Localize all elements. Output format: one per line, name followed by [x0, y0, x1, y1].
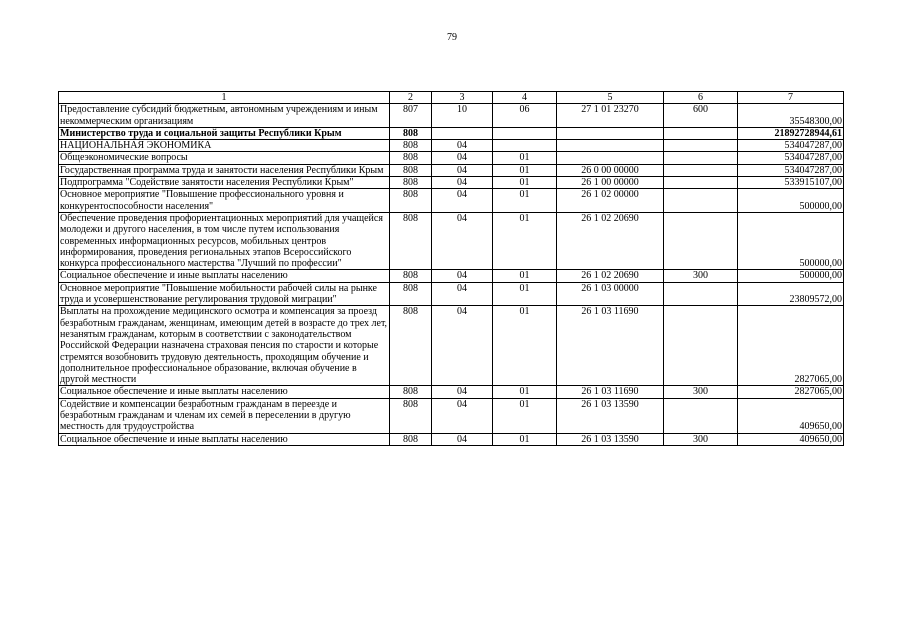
cell-name: Обеспечение проведения профориентационных мероприятий для учащейся молодежи и другого населения, в том числе путем использования современных информационных ресурсов, мобильных центров информирования, проведения региональных этапов Всероссийского конкурса профессионального мастерства "Лучший по профессии": [59, 212, 390, 269]
cell-code-6: [664, 212, 738, 269]
table-body: [59, 104, 844, 446]
cell-code-3: 04: [432, 152, 493, 164]
table-row: [59, 306, 844, 386]
table-row: [59, 270, 844, 282]
cell-code-5: 26 1 03 00000: [557, 282, 664, 306]
cell-name: Государственная программа труда и занятости населения Республики Крым: [59, 164, 390, 176]
cell-code-6: [664, 127, 738, 139]
cell-code-5: [557, 152, 664, 164]
cell-code-2: 808: [390, 398, 432, 433]
cell-code-3: 04: [432, 212, 493, 269]
table-row: [59, 398, 844, 433]
cell-code-5: 26 1 00 00000: [557, 177, 664, 189]
table-row: [59, 127, 844, 139]
cell-code-6: [664, 306, 738, 386]
table-row: [59, 152, 844, 164]
cell-name: Подпрограмма "Содействие занятости населения Республики Крым": [59, 177, 390, 189]
table-row: [59, 212, 844, 269]
cell-code-4: 01: [493, 270, 557, 282]
cell-amount: 35548300,00: [738, 104, 844, 128]
header-cell-6: 6: [664, 92, 738, 104]
cell-code-4: 01: [493, 177, 557, 189]
cell-code-2: 808: [390, 189, 432, 213]
cell-code-2: 808: [390, 386, 432, 398]
cell-name: Предоставление субсидий бюджетным, автономным учреждениям и иным некоммерческим организациям: [59, 104, 390, 128]
cell-name: Основное мероприятие "Повышение профессионального уровня и конкурентоспособности населения": [59, 189, 390, 213]
table-row: [59, 164, 844, 176]
cell-code-6: 300: [664, 433, 738, 445]
cell-code-2: 808: [390, 212, 432, 269]
cell-code-6: [664, 398, 738, 433]
cell-amount: 2827065,00: [738, 306, 844, 386]
cell-code-2: 808: [390, 282, 432, 306]
cell-code-4: 01: [493, 152, 557, 164]
cell-code-4: 01: [493, 282, 557, 306]
cell-code-4: 01: [493, 398, 557, 433]
cell-name: Социальное обеспечение и иные выплаты населению: [59, 270, 390, 282]
cell-code-4: 01: [493, 433, 557, 445]
cell-code-6: 600: [664, 104, 738, 128]
cell-name: Социальное обеспечение и иные выплаты населению: [59, 433, 390, 445]
cell-amount: 2827065,00: [738, 386, 844, 398]
table-row: [59, 386, 844, 398]
cell-name: Министерство труда и социальной защиты Республики Крым: [59, 127, 390, 139]
cell-code-6: 300: [664, 270, 738, 282]
cell-code-6: [664, 177, 738, 189]
cell-name: Содействие и компенсации безработным гражданам в переезде и безработным гражданам и членам их семей в переселении в другую местность для трудоустройства: [59, 398, 390, 433]
header-cell-5: 5: [557, 92, 664, 104]
cell-code-2: 808: [390, 164, 432, 176]
cell-code-6: 300: [664, 386, 738, 398]
cell-code-3: 04: [432, 386, 493, 398]
cell-code-4: 01: [493, 164, 557, 176]
cell-code-6: [664, 152, 738, 164]
cell-code-2: 808: [390, 140, 432, 152]
cell-code-4: 01: [493, 212, 557, 269]
header-cell-4: 4: [493, 92, 557, 104]
table-row: [59, 433, 844, 445]
cell-code-3: 04: [432, 140, 493, 152]
cell-code-4: 01: [493, 306, 557, 386]
cell-code-6: [664, 140, 738, 152]
cell-code-2: 808: [390, 152, 432, 164]
cell-code-6: [664, 189, 738, 213]
cell-code-2: 807: [390, 104, 432, 128]
cell-amount: 500000,00: [738, 189, 844, 213]
page-number: 79: [447, 32, 457, 43]
header-cell-7: 7: [738, 92, 844, 104]
cell-code-3: 04: [432, 164, 493, 176]
cell-name: Основное мероприятие "Повышение мобильности рабочей силы на рынке труда и усовершенствование регулирования трудовой миграции": [59, 282, 390, 306]
cell-code-3: 04: [432, 189, 493, 213]
table-row: [59, 140, 844, 152]
cell-code-6: [664, 282, 738, 306]
cell-code-5: 26 1 02 20690: [557, 270, 664, 282]
cell-code-5: [557, 140, 664, 152]
cell-name: Социальное обеспечение и иные выплаты населению: [59, 386, 390, 398]
cell-code-2: 808: [390, 433, 432, 445]
cell-code-3: 10: [432, 104, 493, 128]
cell-code-5: 26 1 02 00000: [557, 189, 664, 213]
cell-code-6: [664, 164, 738, 176]
header-row: [59, 92, 844, 104]
table-row: [59, 282, 844, 306]
cell-amount: 500000,00: [738, 270, 844, 282]
header-cell-2: 2: [390, 92, 432, 104]
cell-code-3: 04: [432, 177, 493, 189]
cell-code-3: 04: [432, 282, 493, 306]
cell-code-2: 808: [390, 306, 432, 386]
table-row: [59, 177, 844, 189]
cell-code-5: 27 1 01 23270: [557, 104, 664, 128]
cell-name: НАЦИОНАЛЬНАЯ ЭКОНОМИКА: [59, 140, 390, 152]
cell-code-4: 01: [493, 386, 557, 398]
cell-amount: 534047287,00: [738, 164, 844, 176]
cell-code-3: 04: [432, 433, 493, 445]
header-cell-3: 3: [432, 92, 493, 104]
cell-code-3: 04: [432, 270, 493, 282]
cell-code-5: 26 0 00 00000: [557, 164, 664, 176]
cell-code-5: 26 1 03 11690: [557, 306, 664, 386]
header-cell-1: 1: [59, 92, 390, 104]
cell-amount: 409650,00: [738, 433, 844, 445]
cell-code-5: 26 1 02 20690: [557, 212, 664, 269]
cell-code-4: [493, 140, 557, 152]
cell-code-2: 808: [390, 127, 432, 139]
cell-amount: 500000,00: [738, 212, 844, 269]
cell-code-5: [557, 127, 664, 139]
cell-amount: 533915107,00: [738, 177, 844, 189]
cell-code-5: 26 1 03 13590: [557, 398, 664, 433]
cell-code-4: [493, 127, 557, 139]
cell-code-5: 26 1 03 11690: [557, 386, 664, 398]
cell-code-4: 06: [493, 104, 557, 128]
table-row: [59, 104, 844, 128]
budget-table: [58, 91, 844, 446]
cell-amount: 534047287,00: [738, 140, 844, 152]
cell-code-4: 01: [493, 189, 557, 213]
cell-code-3: 04: [432, 398, 493, 433]
table-row: [59, 189, 844, 213]
cell-code-2: 808: [390, 270, 432, 282]
cell-amount: 534047287,00: [738, 152, 844, 164]
cell-amount: 21892728944,61: [738, 127, 844, 139]
cell-amount: 23809572,00: [738, 282, 844, 306]
cell-code-2: 808: [390, 177, 432, 189]
cell-amount: 409650,00: [738, 398, 844, 433]
cell-code-3: [432, 127, 493, 139]
cell-name: Выплаты на прохождение медицинского осмотра и компенсация за проезд безработным гражданам, женщинам, имеющим детей в возрасте до трех лет, незанятым гражданам, которым в соответствии с законодательством Российской Федерации назначена страховая пенсия по старости и которые стремятся возобновить трудовую деятельность, проходящим обучение и дополнительное профессиональное образование, включая обучение в другой местности: [59, 306, 390, 386]
cell-code-3: 04: [432, 306, 493, 386]
cell-name: Общеэкономические вопросы: [59, 152, 390, 164]
cell-code-5: 26 1 03 13590: [557, 433, 664, 445]
